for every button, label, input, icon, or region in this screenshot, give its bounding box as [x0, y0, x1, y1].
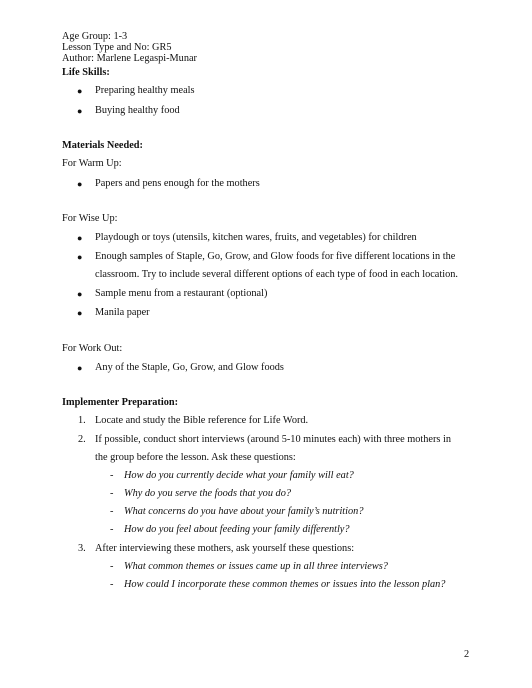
list-item: Playdough or toys (utensils, kitchen wares, fruits, and vegetables) for children	[95, 232, 417, 243]
list-item: Preparing healthy meals	[95, 85, 195, 96]
materials-heading: Materials Needed:	[62, 140, 143, 151]
step-text: Locate and study the Bible reference for Life Word.	[95, 415, 309, 426]
dash-marker: -	[110, 579, 114, 590]
document-header	[62, 31, 197, 64]
dash-marker: -	[110, 506, 114, 517]
life-skills-heading: Life Skills:	[62, 67, 110, 78]
list-item: Any of the Staple, Go, Grow, and Glow foods	[95, 362, 284, 373]
step-text: If possible, conduct short interviews (around 5-10 minutes each) with three mothers in	[95, 434, 452, 445]
list-item: Papers and pens enough for the mothers	[95, 178, 260, 189]
bullet-icon: ●	[77, 252, 83, 262]
dash-marker: -	[110, 488, 114, 499]
warm-up-label: For Warm Up:	[62, 158, 122, 169]
lesson-type: Lesson Type and No: GR5	[62, 42, 172, 53]
question-item: How do you currently decide what your family will eat?	[124, 470, 354, 481]
step-number: 1.	[78, 415, 86, 426]
step-number: 2.	[78, 434, 86, 445]
list-item: Buying healthy food	[95, 105, 180, 116]
bullet-icon: ●	[77, 179, 83, 189]
author: Author: Marlene Legaspi-Munar	[62, 53, 197, 64]
question-item: What concerns do you have about your family’s nutrition?	[124, 506, 364, 517]
list-item: Manila paper	[95, 307, 150, 318]
bullet-icon: ●	[77, 86, 83, 96]
implementer-heading: Implementer Preparation:	[62, 397, 179, 408]
dash-marker: -	[110, 470, 114, 481]
wise-up-label: For Wise Up:	[62, 213, 118, 224]
question-item: Why do you serve the foods that you do?	[124, 488, 292, 499]
age-group: Age Group: 1-3	[62, 31, 128, 42]
page-number: 2	[464, 649, 470, 660]
list-item-continued: classroom. Try to include several different options of each type of food in each location.	[95, 269, 458, 280]
step-number: 3.	[78, 543, 86, 554]
dash-marker: -	[110, 561, 114, 572]
list-item: Enough samples of Staple, Go, Grow, and Glow foods for five different locations in the	[95, 251, 456, 262]
question-item: How do you feel about feeding your family differently?	[124, 524, 350, 535]
list-item: Sample menu from a restaurant (optional)	[95, 288, 268, 299]
bullet-icon: ●	[77, 106, 83, 116]
bullet-icon: ●	[77, 308, 83, 318]
bullet-icon: ●	[77, 363, 83, 373]
question-item: How could I incorporate these common themes or issues into the lesson plan?	[124, 579, 446, 590]
step-text: After interviewing these mothers, ask yourself these questions:	[95, 543, 355, 554]
question-item: What common themes or issues came up in all three interviews?	[124, 561, 388, 572]
dash-marker: -	[110, 524, 114, 535]
bullet-icon: ●	[77, 289, 83, 299]
step-text-continued: the group before the lesson. Ask these questions:	[95, 452, 296, 463]
work-out-label: For Work Out:	[62, 343, 123, 354]
bullet-icon: ●	[77, 233, 83, 243]
